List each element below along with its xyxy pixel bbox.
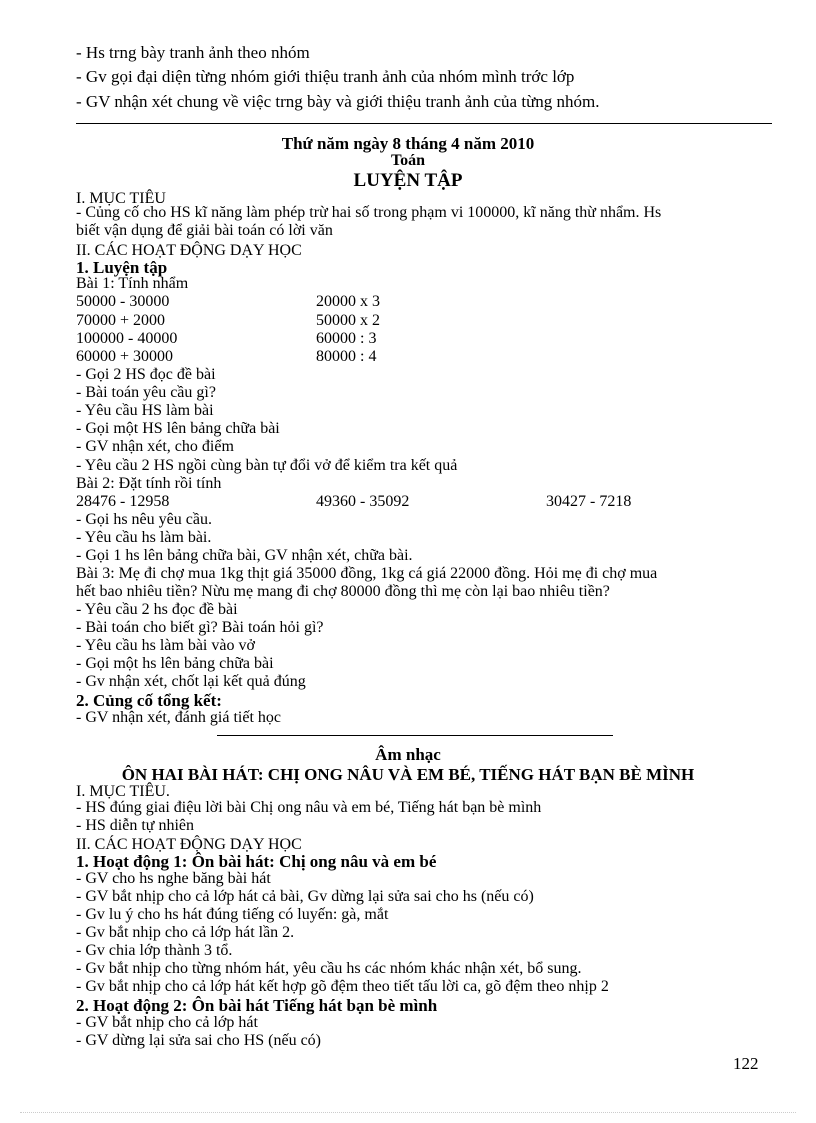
- step-line: - Gọi một hs lên bảng chữa bài: [76, 655, 274, 672]
- step-line: - GV cho hs nghe băng bài hát: [76, 870, 271, 887]
- step-line: - Yêu cầu 2 hs đọc đề bài: [76, 601, 238, 618]
- calc-item: 70000 + 2000: [76, 312, 166, 329]
- step-line: - Gọi một HS lên bảng chữa bài: [76, 420, 280, 437]
- step-line: - GV bắt nhịp cho cả lớp hát cả bài, Gv dừng lại sửa sai cho hs (nếu có): [76, 888, 534, 905]
- calc-item: 100000 - 40000: [76, 330, 178, 347]
- step-line: - Gọi 2 HS đọc đề bài: [76, 366, 216, 383]
- step-line: - Gv bắt nhịp cho từng nhóm hát, yêu cầu hs các nhóm khác nhận xét, bổ sung.: [76, 960, 582, 977]
- section-divider: [76, 123, 772, 124]
- section-heading: II. CÁC HOẠT ĐỘNG DẠY HỌC: [76, 242, 302, 259]
- subsection-heading: 1. Luyện tập: [76, 258, 168, 277]
- calc-item: 80000 : 4: [316, 348, 377, 365]
- text-line: biết vận dụng để giải bài toán có lời văn: [76, 222, 333, 239]
- section-heading: I. MỤC TIÊU.: [76, 783, 170, 800]
- text-line: - HS diễn tự nhiên: [76, 817, 194, 834]
- subsection-heading: 2. Hoạt động 2: Ôn bài hát Tiếng hát bạn bè mình: [76, 996, 438, 1015]
- calc-item: 49360 - 35092: [316, 493, 410, 510]
- step-line: - GV nhận xét, đánh giá tiết học: [76, 709, 281, 726]
- intro-line: - Hs trng bày tranh ảnh theo nhóm: [76, 43, 310, 62]
- step-line: - Gv lu ý cho hs hát đúng tiếng có luyến: gà, mắt: [76, 906, 389, 923]
- step-line: - Gv chia lớp thành 3 tổ.: [76, 942, 233, 959]
- step-line: - GV dừng lại sửa sai cho HS (nếu có): [76, 1032, 321, 1049]
- calc-item: 20000 x 3: [316, 293, 380, 310]
- section-divider: [217, 735, 613, 736]
- lesson-subject: Toán: [390, 152, 426, 169]
- step-line: - Gọi hs nêu yêu cầu.: [76, 511, 212, 528]
- step-line: - Gọi 1 hs lên bảng chữa bài, GV nhận xét, chữa bài.: [76, 547, 413, 564]
- step-line: - Yêu cầu hs làm bài vào vở: [76, 637, 255, 654]
- exercise-title: Bài 1: Tính nhẩm: [76, 275, 189, 292]
- section-heading: I. MỤC TIÊU: [76, 190, 166, 207]
- subsection-heading: 2. Củng cố tổng kết:: [76, 691, 222, 710]
- step-line: - Yêu cầu HS làm bài: [76, 402, 214, 419]
- step-line: - Gv nhận xét, chốt lại kết quả đúng: [76, 673, 306, 690]
- step-line: - Yêu cầu 2 HS ngồi cùng bàn tự đổi vở để kiểm tra kết quả: [76, 457, 458, 474]
- calc-item: 28476 - 12958: [76, 493, 170, 510]
- intro-line: - Gv gọi đại diện từng nhóm giới thiệu tranh ảnh của nhóm mình trớc lớp: [76, 67, 575, 86]
- step-line: - GV bắt nhịp cho cả lớp hát: [76, 1014, 258, 1031]
- step-line: - Gv bắt nhịp cho cả lớp hát lần 2.: [76, 924, 295, 941]
- section-heading: II. CÁC HOẠT ĐỘNG DẠY HỌC: [76, 836, 302, 853]
- text-line: - Củng cố cho HS kĩ năng làm phép trừ hai số trong phạm vi 100000, kĩ năng thừ nhẩm. Hs: [76, 204, 662, 221]
- step-line: - Bài toán cho biết gì? Bài toán hỏi gì?: [76, 619, 324, 636]
- step-line: - Gv bắt nhịp cho cả lớp hát kết hợp gõ đệm theo tiết tấu lời ca, gõ đệm theo nhịp 2: [76, 978, 609, 995]
- calc-item: 60000 + 30000: [76, 348, 174, 365]
- page-number: 122: [733, 1054, 759, 1073]
- calc-item: 50000 - 30000: [76, 293, 170, 310]
- text-line: - HS đúng giai điệu lời bài Chị ong nâu và em bé, Tiếng hát bạn bè mình: [76, 799, 542, 816]
- calc-item: 30427 - 7218: [546, 493, 632, 510]
- intro-line: - GV nhận xét chung về việc trng bày và giới thiệu tranh ảnh của từng nhóm.: [76, 92, 600, 111]
- lesson-title: LUYỆN TẬP: [353, 170, 463, 191]
- calc-item: 60000 : 3: [316, 330, 377, 347]
- page-edge: [20, 1112, 796, 1113]
- lesson-subject: Âm nhạc: [375, 745, 441, 764]
- lesson-date: Thứ năm ngày 8 tháng 4 năm 2010: [281, 134, 535, 153]
- exercise-title: Bài 3: Mẹ đi chợ mua 1kg thịt giá 35000 đồng, 1kg cá giá 22000 đồng. Hỏi mẹ đi chợ mua: [76, 565, 658, 582]
- step-line: - GV nhận xét, cho điểm: [76, 438, 234, 455]
- step-line: - Bài toán yêu cầu gì?: [76, 384, 216, 401]
- step-line: - Yêu cầu hs làm bài.: [76, 529, 212, 546]
- calc-item: 50000 x 2: [316, 312, 380, 329]
- exercise-title: Bài 2: Đặt tính rồi tính: [76, 475, 222, 492]
- text-line: hết bao nhiêu tiền? Nừu mẹ mang đi chợ 80000 đồng thì mẹ còn lại bao nhiêu tiền?: [76, 583, 610, 600]
- lesson-title: ÔN HAI BÀI HÁT: CHỊ ONG NÂU VÀ EM BÉ, TIẾNG HÁT BẠN BÈ MÌNH: [121, 765, 695, 784]
- subsection-heading: 1. Hoạt động 1: Ôn bài hát: Chị ong nâu và em bé: [76, 852, 437, 871]
